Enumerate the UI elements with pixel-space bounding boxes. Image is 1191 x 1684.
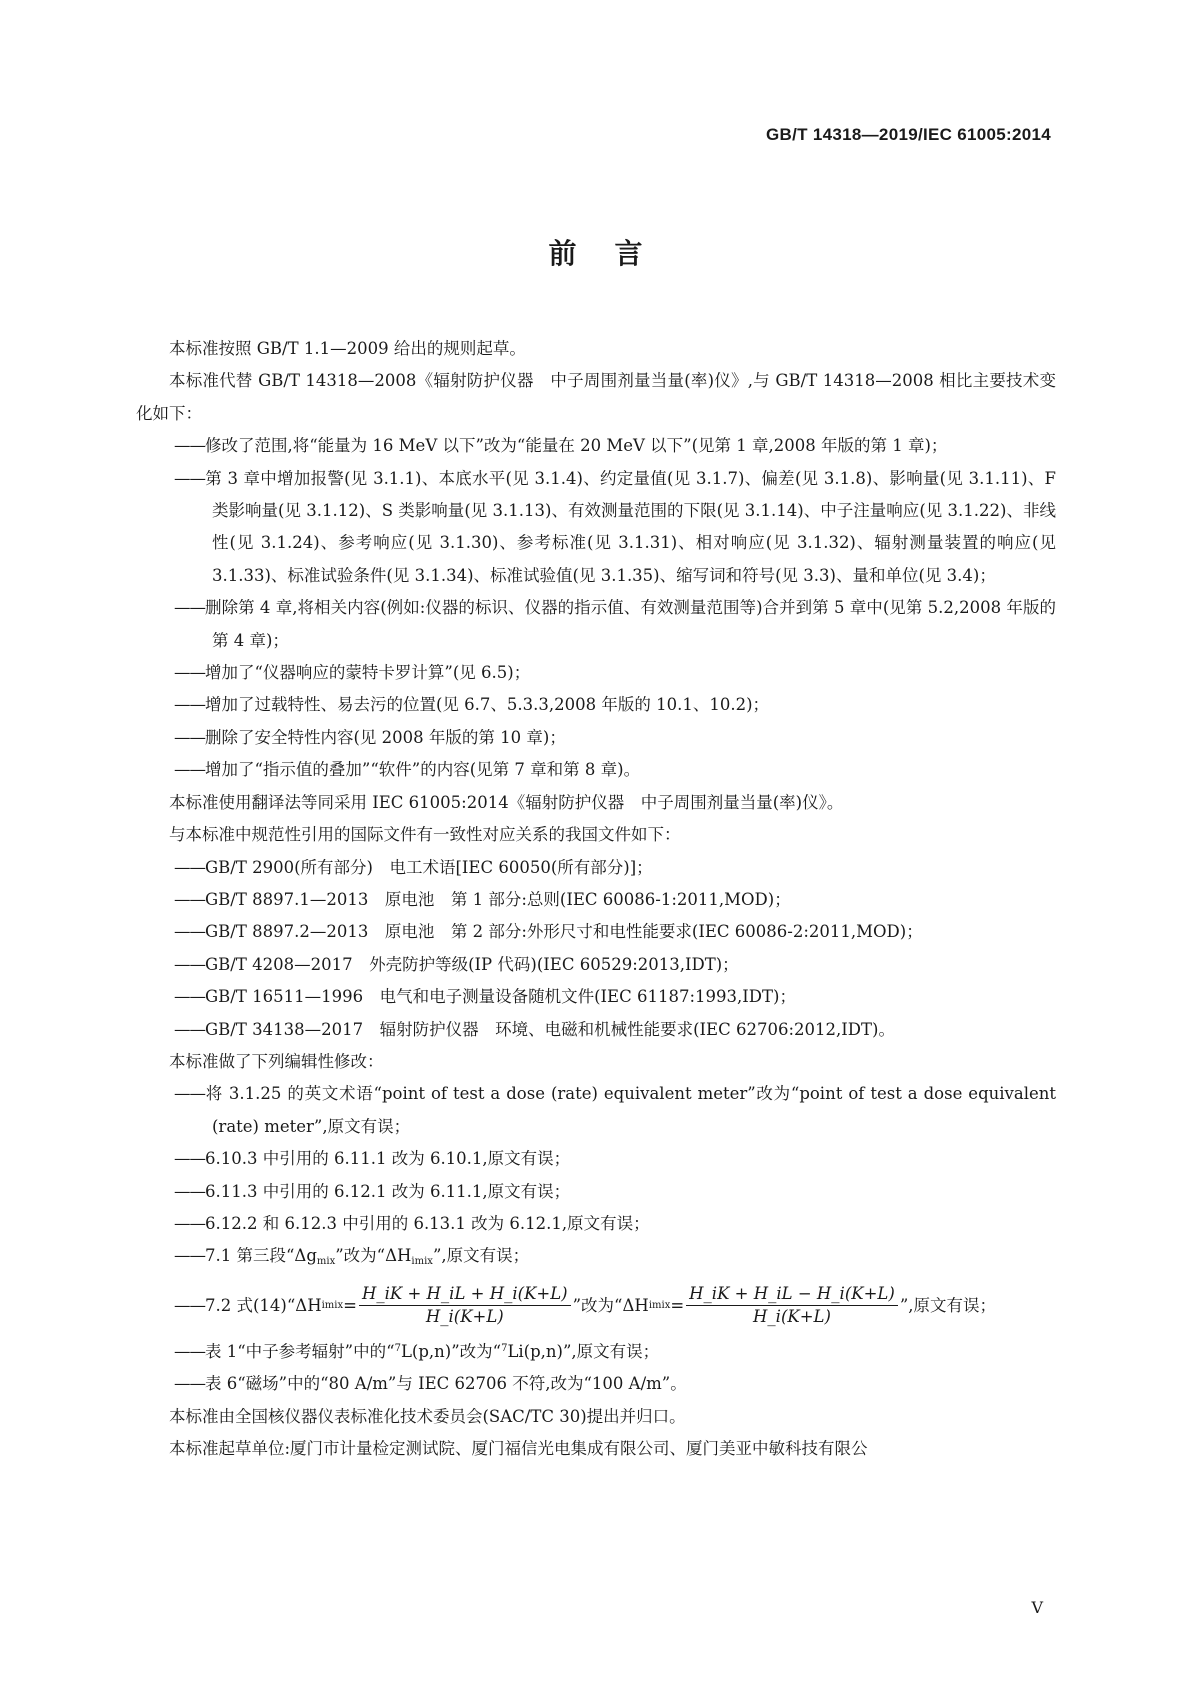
list-item: ——增加了“仪器响应的蒙特卡罗计算”(见 6.5)； [174, 663, 531, 683]
fraction: $\frac{H\_iK + H\_iL + H\_i(K+L)}{H\_i(K+L)}$ [359, 1283, 571, 1328]
list-item: ——表 1“中子参考辐射”中的“$^7$L(p,n)”改为“$^7$Li(p,n)”,原文有误； [174, 1341, 660, 1361]
paragraph: 本标准使用翻译法等同采用 IEC 61005:2014《辐射防护仪器 中子周围剂量当量(率)仪》。 [169, 792, 844, 812]
list-item: ——GB/T 2900(所有部分) 电工术语[IEC 60050(所有部分)]； [174, 857, 653, 877]
list-item-formula: —— 7.2 式(14)“ΔH imix = $\frac{H\_iK + H\_iL + H\_i(K+L)}{H\_i(K+L)}$ ”改为“ΔH imix = $\frac{H\_iK + H\_iL - H\_i(K+L)}{H\_i(K+L)}$ ”,原文有误； [174, 1284, 997, 1327]
list-item: ——6.10.3 中引用的 6.11.1 改为 6.10.1,原文有误； [174, 1149, 571, 1169]
changes-list [136, 430, 1056, 786]
list-item: ——7.1 第三段“$\Delta g_{mix}$”改为“$\Delta H_{imix}$”,原文有误； [174, 1246, 530, 1268]
standard-code: GB/T 14318—2019/IEC 61005:2014 [766, 125, 1051, 144]
fraction: $\frac{H\_iK + H\_iL - H\_i(K+L)}{H\_i(K+L)}$ [686, 1283, 898, 1328]
list-item: ——将 3.1.25 的英文术语“point of test a dose (rate) equivalent meter”改为“point of test a dose equivalent (rate) meter”,原文有误； [174, 1084, 1056, 1136]
paragraph: 本标准由全国核仪器仪表标准化技术委员会(SAC/TC 30)提出并归口。 [169, 1406, 686, 1426]
page-title: 前言 [548, 237, 681, 270]
list-item: ——修改了范围,将“能量为 16 MeV 以下”改为“能量在 20 MeV 以下”(见第 1 章,2008 年版的第 1 章)； [174, 436, 948, 456]
paragraph: 本标准代替 GB/T 14318—2008《辐射防护仪器 中子周围剂量当量(率)仪》,与 GB/T 14318—2008 相比主要技术变化如下： [136, 371, 1056, 423]
list-item: ——6.11.3 中引用的 6.12.1 改为 6.11.1,原文有误； [174, 1181, 571, 1201]
list-item: ——第 3 章中增加报警(见 3.1.1)、本底水平(见 3.1.4)、约定量值(见 3.1.7)、偏差(见 3.1.8)、影响量(见 3.1.11)、F 类影响量(见 3.1.12)、S 类影响量(见 3.1.13)、有效测量范围的下限(见 3.1.14)、中子注量响应(见 3.1.22)、非线性(见 3.1.24)、参考响应(见 3.1.30)、参考标准(见 3.1.31)、相对响应(见 3.1.32)、辐射测量装置的响应(见 3.1.33)、标准试验条件(见 3.1.34)、标准试验值(见 3.1.35)、缩写词和符号(见 3.3)、量和单位(见 3.4)； [174, 468, 1056, 585]
paragraph: 本标准起草单位:厦门市计量检定测试院、厦门福信光电集成有限公司、厦门美亚中敏科技有限公 [169, 1439, 868, 1458]
list-item: ——GB/T 8897.1—2013 原电池 第 1 部分:总则(IEC 60086-1:2011,MOD)； [174, 889, 791, 909]
list-item: ——GB/T 4208—2017 外壳防护等级(IP 代码)(IEC 60529:2013,IDT)； [174, 954, 739, 974]
document-body [136, 333, 1056, 1465]
list-item: ——GB/T 16511—1996 电气和电子测量设备随机文件(IEC 61187:1993,IDT)； [174, 987, 796, 1007]
paragraph: 本标准做了下列编辑性修改： [169, 1051, 384, 1071]
list-item: ——6.12.2 和 6.12.3 中引用的 6.13.1 改为 6.12.1,原文有误； [174, 1213, 650, 1233]
list-item: ——表 6“磁场”中的“80 A/m”与 IEC 62706 不符,改为“100 A/m”。 [174, 1374, 687, 1394]
page-number: V [1031, 1598, 1043, 1617]
reference-list [136, 852, 1056, 1046]
list-item: ——删除了安全特性内容(见 2008 年版的第 10 章)； [174, 727, 566, 747]
paragraph: 本标准按照 GB/T 1.1—2009 给出的规则起草。 [169, 339, 526, 358]
edits-list [136, 1078, 1056, 1400]
list-item: ——GB/T 8897.2—2013 原电池 第 2 部分:外形尺寸和电性能要求(IEC 60086-2:2011,MOD)； [174, 922, 923, 942]
list-item: ——删除第 4 章,将相关内容(例如:仪器的标识、仪器的指示值、有效测量范围等)合并到第 5 章中(见第 5.2,2008 年版的第 4 章)； [174, 598, 1056, 650]
list-item: ——增加了过载特性、易去污的位置(见 6.7、5.3.3,2008 年版的 10.1、10.2)； [174, 695, 770, 715]
list-item: ——GB/T 34138—2017 辐射防护仪器 环境、电磁和机械性能要求(IEC 62706:2012,IDT)。 [174, 1019, 895, 1039]
paragraph: 与本标准中规范性引用的国际文件有一致性对应关系的我国文件如下： [169, 825, 681, 845]
list-item: ——增加了“指示值的叠加”“软件”的内容(见第 7 章和第 8 章)。 [174, 760, 641, 780]
